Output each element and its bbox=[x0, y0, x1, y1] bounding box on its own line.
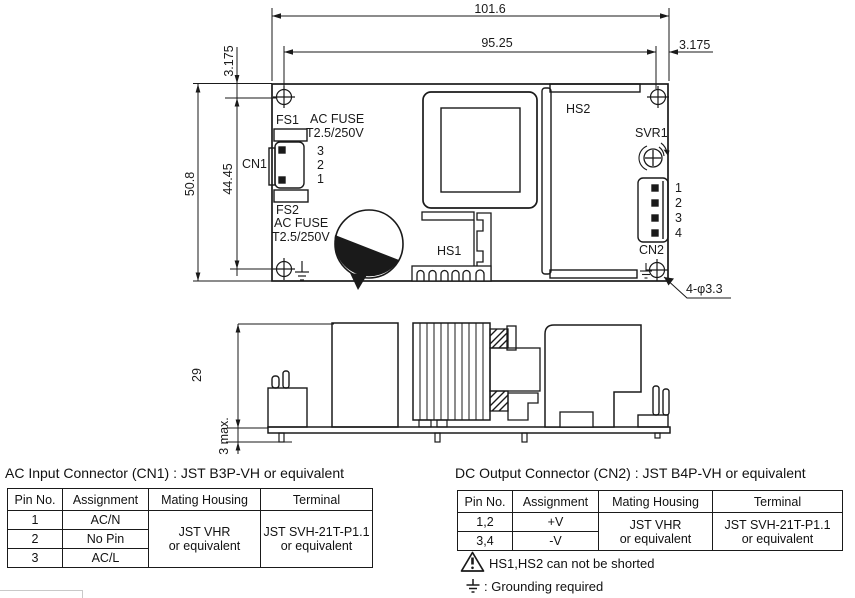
table-row bbox=[8, 511, 373, 530]
col-header: Pin No. bbox=[8, 489, 63, 511]
pin-cell: 3 bbox=[8, 549, 63, 568]
side-view-transformer bbox=[413, 323, 490, 427]
dim-height-holes-label: 44.45 bbox=[221, 163, 235, 195]
cn1-pin1-label: 1 bbox=[317, 172, 324, 186]
table-row bbox=[458, 513, 843, 532]
hs2-label: HS2 bbox=[566, 102, 591, 116]
terminal-line1: JST SVH-21T-P1.1 bbox=[263, 525, 370, 539]
transformer-top-shape bbox=[423, 92, 537, 208]
mating-housing-cell bbox=[149, 511, 261, 568]
mounting-holes-label: 4-φ3.3 bbox=[686, 282, 723, 296]
mating-housing-line1: JST VHR bbox=[629, 517, 682, 532]
pin-cell: 2 bbox=[8, 530, 63, 549]
col-header: Pin No. bbox=[458, 491, 513, 513]
terminal-cell bbox=[261, 511, 373, 568]
warning-note-text: HS1,HS2 can not be shorted bbox=[489, 556, 655, 571]
dim-hole-offset-right-label: 3.175 bbox=[679, 38, 711, 52]
assignment-cell: +V bbox=[513, 513, 599, 532]
fuse1-label-line1: AC FUSE bbox=[310, 112, 365, 126]
pin-cell: 1,2 bbox=[458, 513, 513, 532]
fuse-fs1-shape bbox=[274, 129, 307, 141]
assignment-cell: No Pin bbox=[63, 530, 149, 549]
cropped-corner-box bbox=[0, 590, 83, 598]
col-header: Terminal bbox=[261, 489, 373, 511]
assignment-cell: AC/N bbox=[63, 511, 149, 530]
table-header-row bbox=[8, 489, 373, 511]
cn1-pin2-label: 2 bbox=[317, 158, 324, 172]
capacitor-shape bbox=[334, 210, 403, 290]
col-header: Assignment bbox=[63, 489, 149, 511]
terminal-cell bbox=[713, 513, 843, 551]
dim-width-overall-label: 101.6 bbox=[474, 2, 506, 16]
col-header: Mating Housing bbox=[149, 489, 261, 511]
warning-icon bbox=[460, 551, 485, 573]
side-view-input-connector bbox=[268, 371, 307, 427]
side-view-capacitor bbox=[332, 323, 398, 427]
dc-output-table bbox=[457, 490, 843, 551]
dim-width-holes-label: 95.25 bbox=[481, 36, 513, 50]
cn1-pin3-label: 3 bbox=[317, 144, 324, 158]
ground-symbol-icon bbox=[640, 263, 652, 278]
fuse1-label-line2: T2.5/250V bbox=[306, 126, 364, 140]
fuse2-label-line2: T2.5/250V bbox=[272, 230, 330, 244]
svr1-label: SVR1 bbox=[635, 126, 668, 140]
side-dimension-lines bbox=[226, 324, 334, 454]
side-view-board bbox=[268, 427, 670, 442]
fs2-label: FS2 bbox=[276, 203, 299, 217]
fuse-fs2-shape bbox=[274, 190, 308, 202]
ac-input-table bbox=[7, 488, 373, 568]
dimension-lines bbox=[193, 8, 713, 281]
side-dim-height-label: 29 bbox=[190, 368, 204, 382]
cn2-connector-shape bbox=[638, 178, 668, 242]
ac-table-title: AC Input Connector (CN1) : JST B3P-VH or equivalent bbox=[5, 465, 345, 481]
cn1-connector-shape bbox=[269, 142, 304, 188]
table-header-row bbox=[458, 491, 843, 513]
mating-housing-line1: JST VHR bbox=[178, 525, 231, 539]
fuse2-label-line1: AC FUSE bbox=[274, 216, 329, 230]
col-header: Mating Housing bbox=[599, 491, 713, 513]
terminal-line2: or equivalent bbox=[280, 539, 353, 553]
assignment-cell: AC/L bbox=[63, 549, 149, 568]
dim-height-overall-label: 50.8 bbox=[183, 171, 197, 197]
cn2-pin1-label: 1 bbox=[675, 181, 682, 195]
grounding-note-text: : Grounding required bbox=[484, 579, 604, 594]
hs2-heatsink-shape bbox=[542, 84, 640, 278]
fs1-label: FS1 bbox=[276, 113, 299, 127]
svr1-potentiometer-icon bbox=[639, 143, 669, 170]
assignment-cell: -V bbox=[513, 532, 599, 551]
side-dim-pin-label: 3 max. bbox=[217, 417, 231, 455]
terminal-line2: or equivalent bbox=[741, 531, 814, 546]
side-view-output-connector bbox=[638, 386, 669, 427]
dc-table-title: DC Output Connector (CN2) : JST B4P-VH or equivalent bbox=[455, 465, 806, 481]
ground-icon bbox=[465, 578, 481, 594]
mating-housing-cell bbox=[599, 513, 713, 551]
cn2-pin4-label: 4 bbox=[675, 226, 682, 240]
col-header: Assignment bbox=[513, 491, 599, 513]
side-view-hs2 bbox=[545, 325, 641, 427]
cn2-pin2-label: 2 bbox=[675, 196, 682, 210]
terminal-line1: JST SVH-21T-P1.1 bbox=[724, 517, 831, 532]
cn2-pin3-label: 3 bbox=[675, 211, 682, 225]
mating-housing-line2: or equivalent bbox=[619, 531, 692, 546]
col-header: Terminal bbox=[713, 491, 843, 513]
mating-housing-line2: or equivalent bbox=[168, 539, 241, 553]
pin-cell: 1 bbox=[8, 511, 63, 530]
pin-cell: 3,4 bbox=[458, 532, 513, 551]
side-view-transformer-core bbox=[490, 326, 540, 420]
cn1-label: CN1 bbox=[242, 157, 268, 171]
ground-symbol-icon bbox=[295, 261, 309, 280]
hs1-label: HS1 bbox=[437, 244, 462, 258]
dim-hole-offset-left-label: 3.175 bbox=[222, 45, 236, 77]
cn2-label: CN2 bbox=[639, 243, 665, 257]
